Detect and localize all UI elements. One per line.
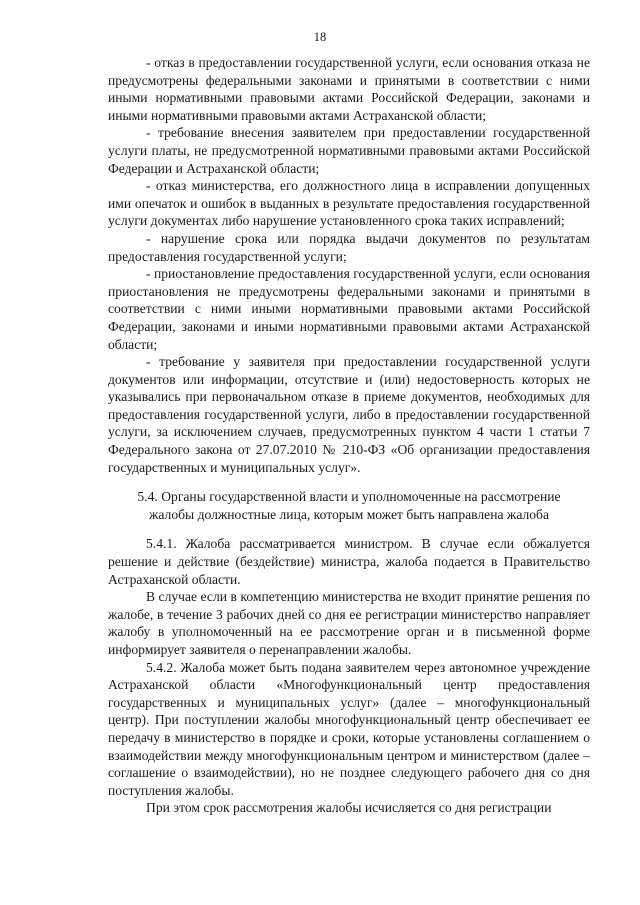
document-body <box>108 54 590 817</box>
list-item-documents-demand: - требование у заявителя при предоставлении государственной услуги документов или информации, отсутствие и (или) недостоверность которых не указывались при первоначальном отказе в приеме документов, необходимых для предоставления государственной услуги, либо в предоставлении государственной услуги, за исключением случаев, предусмотренных пунктом 4 части 1 статьи 7 Федерального закона от 27.07.2010 № 210-ФЗ «Об организации предоставления государственных и муниципальных услуг». <box>108 354 590 475</box>
page-number: 18 <box>313 30 327 44</box>
section-paragraph: При этом срок рассмотрения жалобы исчисляется со дня регистрации <box>146 800 552 816</box>
list-item-suspension: - приостановление предоставления государственной услуги, если основания приостановления не предусмотрены федеральными законами и принятыми в соответствии с ними иными нормативными правовыми актами Российской Федерации, законами и иными нормативными правовыми актами Астраханской области; <box>108 266 590 352</box>
section-paragraph: 5.4.2. Жалоба может быть подана заявителем через автономное учреждение Астраханской области «Многофункциональный центр предоставления государственных и муниципальных услуг» (далее – многофункциональный центр). При поступлении жалобы многофункциональный центр обеспечивает ее передачу в министерство в порядке и сроки, которые установлены соглашением о взаимодействии между многофункциональным центром и министерством (далее – соглашение о взаимодействии), но не позднее следующего рабочего дня со дня поступления жалобы. <box>108 659 590 798</box>
list-item-correction-refusal: - отказ министерства, его должностного лица в исправлении допущенных ими опечаток и ошибок в выданных в результате предоставления государственной услуги документах либо нарушение установленного срока таких исправлений; <box>108 178 590 229</box>
section-paragraph: 5.4.1. Жалоба рассматривается министром. В случае если обжалуется решение и действие (бездействие) министра, жалоба подается в Правительство Астраханской области. <box>108 536 590 587</box>
list-item-payment-demand: - требование внесения заявителем при предоставлении государственной услуги платы, не предусмотренной нормативными правовыми актами Российской Федерации и Астраханской области; <box>108 125 590 176</box>
list-item-deadline-violation: - нарушение срока или порядка выдачи документов по результатам предоставления государственной услуги; <box>108 230 590 264</box>
section-paragraph: В случае если в компетенцию министерства не входит принятие решения по жалобе, в течение 3 рабочих дней со дня ее регистрации министерство направляет жалобу в уполномоченный на ее рассмотрение орган и в письменной форме информирует заявителя о перенаправлении жалобы. <box>108 589 590 657</box>
section-heading: 5.4. Органы государственной власти и уполномоченные на рассмотрение жалобы должностные лица, которым может быть направлена жалоба <box>137 489 561 522</box>
list-item-refusal: - отказ в предоставлении государственной услуги, если основания отказа не предусмотрены федеральными законами и принятыми в соответствии с ними иными нормативными правовыми актами Российской Федерации, законами и иными нормативными правовыми актами Астраханской области; <box>108 55 590 123</box>
